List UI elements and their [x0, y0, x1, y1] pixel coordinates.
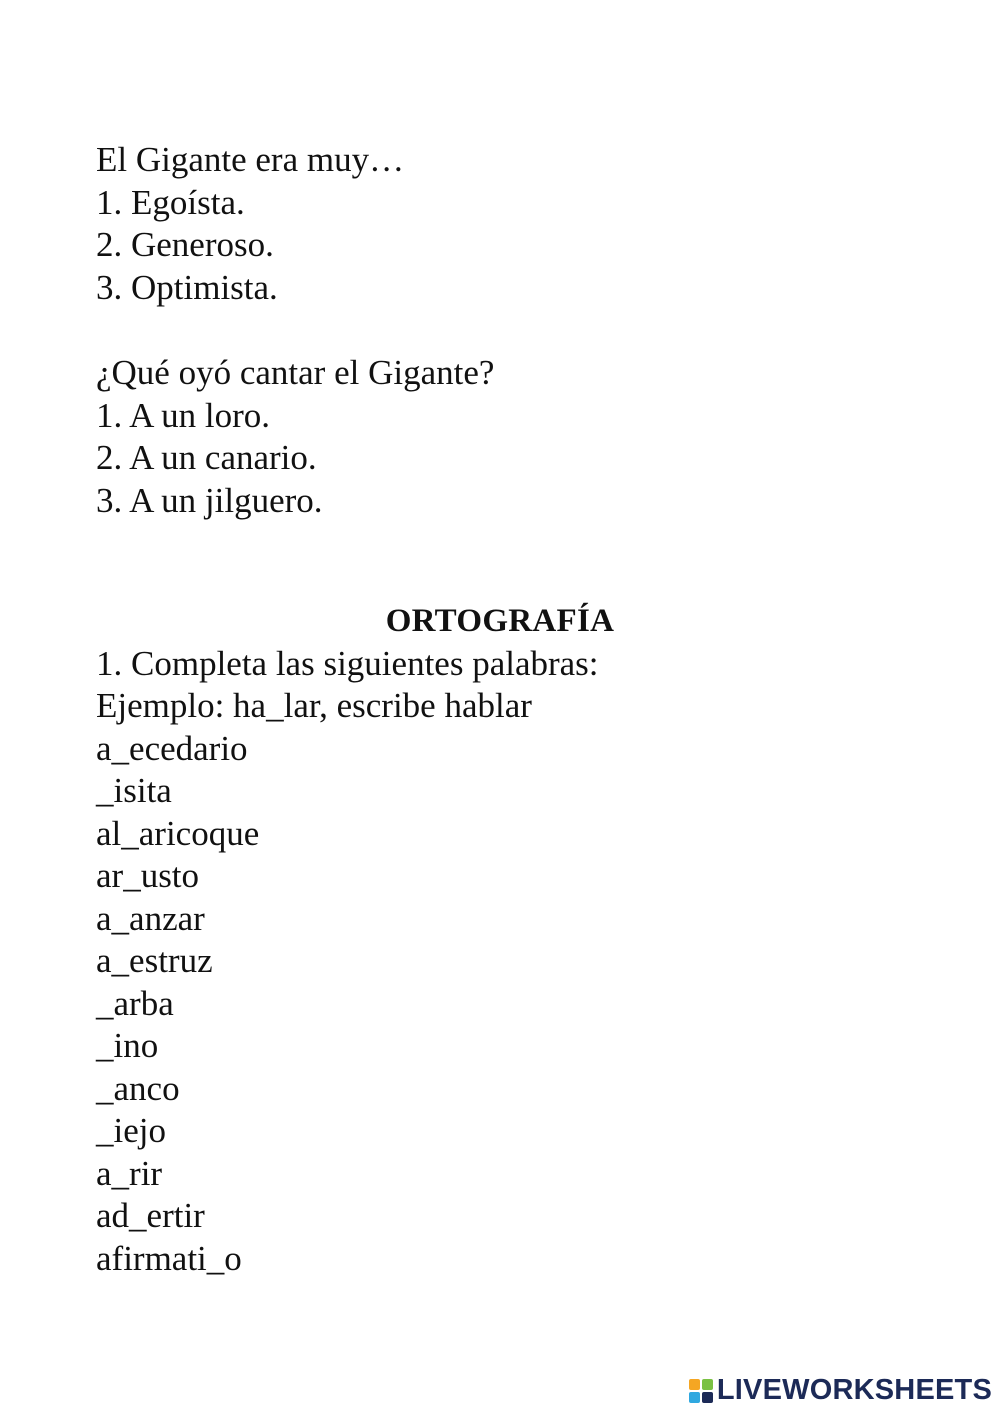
answer-option: 1. A un loro. — [96, 395, 271, 435]
question-prompt: El Gigante era muy… — [96, 140, 405, 179]
word-item: al_aricoque — [96, 813, 260, 853]
answer-option: 2. Generoso. — [96, 225, 274, 264]
word-item: a_rir — [96, 1153, 163, 1193]
word-item: a_anzar — [96, 898, 205, 938]
answer-option: 1. Egoísta. — [96, 182, 245, 222]
liveworksheets-watermark — [689, 1374, 992, 1407]
liveworksheets-logo-icon — [689, 1379, 713, 1403]
question-block-giant-character — [96, 139, 404, 309]
exercise-instruction: 1. Completa las siguientes palabras: — [96, 643, 599, 683]
word-item: _iejo — [96, 1111, 166, 1150]
answer-option: 2. A un canario. — [96, 438, 317, 477]
ortografia-section — [96, 600, 904, 1280]
question-prompt: ¿Qué oyó cantar el Gigante? — [96, 353, 495, 392]
word-item: ar_usto — [96, 856, 200, 895]
answer-option: 3. A un jilguero. — [96, 480, 323, 520]
word-item: a_ecedario — [96, 728, 248, 768]
word-item: _ino — [96, 1026, 159, 1065]
brand-name: LIVEWORKSHEETS — [716, 1374, 992, 1406]
word-item: a_estruz — [96, 941, 213, 980]
word-item: ad_ertir — [96, 1196, 205, 1235]
word-item: _anco — [96, 1068, 180, 1108]
word-item: _isita — [96, 771, 172, 810]
word-item: _arba — [96, 983, 174, 1023]
answer-option: 3. Optimista. — [96, 267, 278, 307]
word-item: afirmati_o — [96, 1238, 242, 1278]
exercise-example: Ejemplo: ha_lar, escribe hablar — [96, 686, 532, 725]
question-block-giant-heard — [96, 352, 494, 522]
section-heading: ORTOGRAFÍA — [385, 603, 615, 639]
